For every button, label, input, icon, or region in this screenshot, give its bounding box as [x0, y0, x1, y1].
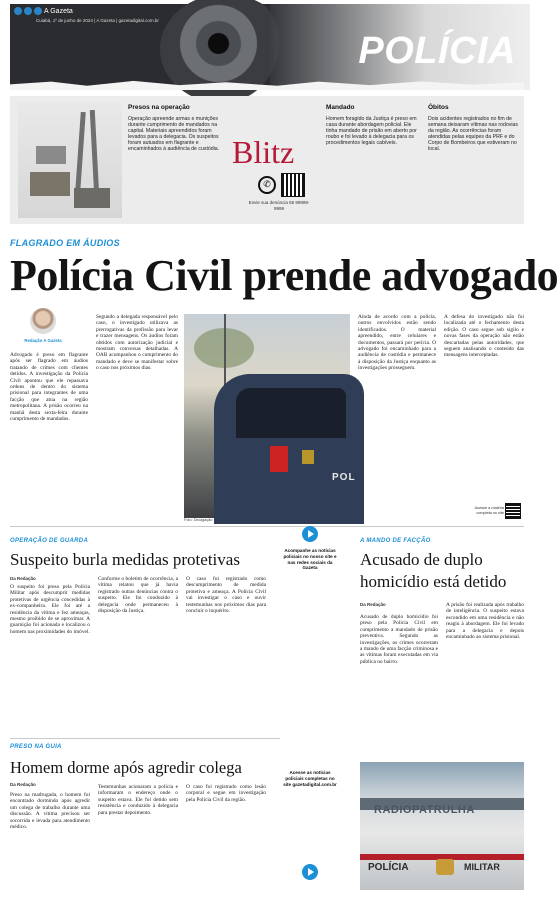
left-story-headline: Suspeito burla medidas protetivas: [10, 550, 240, 569]
logo-dot-icon: [24, 7, 32, 15]
logo-dot-icon: [34, 7, 42, 15]
play-icon[interactable]: [302, 864, 318, 880]
main-col1: Advogado é preso em flagrante após ser flagrado em áudios tratando de crimes com clientes detidos. A investigação da Polícia Civil apontou que ele repassava ordens de dentro do sistema prisional para integrantes de uma facção que atua na região metropolitana. A prisão ocorreu na manhã desta sexta-feira durante cumprimento de mandados.: [10, 352, 88, 423]
blitz-contact: Envie sua denúncia 65 99999-9999: [248, 200, 310, 211]
author-avatar: [30, 308, 56, 334]
blitz-logo: Blitz: [232, 134, 295, 170]
bottom-story-col3: O caso foi registrado como lesão corporal e segue em investigação pela Polícia Civil da região.: [186, 784, 266, 803]
section-title: POLÍCIA: [358, 30, 516, 72]
blitz-strip: [10, 96, 524, 224]
bottom-story-col2: Testemunhas acionaram a polícia e informaram o endereço onde o suspeito estava. Ele foi detido sem resistência e conduzido à delegacia para prestar depoimento.: [98, 784, 178, 816]
right-story-headline-1: Acusado de duplo: [360, 550, 483, 569]
left-story-kicker: OPERAÇÃO DE GUARDA: [10, 538, 89, 544]
brand-name: A Gazeta: [44, 7, 73, 15]
divider: [10, 738, 280, 739]
author-name: Redação A Gazeta: [24, 338, 62, 343]
left-story-byline: Da Redação: [10, 576, 36, 581]
blitz-col1-head: Presos na operação: [128, 104, 190, 111]
bottom-story-col1: Preso na madrugada, o homem foi encontrado dormindo após agredir um colega de trabalho durante uma discussão. A vítima precisou ser socorrida e levada para atendimento médico.: [10, 792, 90, 831]
right-story-headline-2: homicídio está detido: [360, 572, 507, 591]
right-story-kicker: A MANDO DE FACÇÃO: [360, 538, 431, 544]
main-col4: A defesa do investigado não foi localizada até o fechamento desta edição. O caso segue sob sigilo e novas fases da operação não estão descartadas pelas autoridades, que seguem analisando o conteúdo das mensagens interceptadas.: [444, 314, 524, 359]
photo-credit: Foto: Divulgação: [184, 518, 213, 522]
blitz-col1-text: Operação apreende armas e munições durante cumprimento de mandados na capital. Materiais apreendidos foram levados para a delegacia. Os suspeitos foram autuados em flagrante e encaminhados à audiência de custódia.: [128, 116, 220, 153]
crest-icon: [436, 859, 454, 875]
left-story-col2: Conforme o boletim de ocorrência, a vítima relatou que já havia registrado outras denúncias contra o suspeito. Ele foi conduzido à delegacia onde permaneceu à disposição da Justiça.: [98, 576, 178, 615]
mid-sidebar: Acompanhe as notícias policiais no nosso site e nas redes sociais da Gazeta: [283, 548, 337, 571]
police-car-door-photo: [360, 762, 524, 890]
right-story-col2: A prisão foi realizada após trabalho de inteligência. O suspeito estava escondido em uma residência e não reagiu à abordagem. Ele foi levado para a delegacia e depois encaminhado ao sistema prisional.: [446, 602, 524, 641]
main-kicker: FLAGRADO EM ÁUDIOS: [10, 238, 120, 248]
car-text: POL: [332, 472, 356, 483]
militar-text: MILITAR: [464, 862, 500, 872]
play-icon[interactable]: [302, 526, 318, 542]
left-story-col3: O caso foi registrado como descumprimento de medida protetiva e ameaça. A Polícia Civil vai investigar o caso e ouvir testemunhas nos próximos dias para concluir o inquérito.: [186, 576, 266, 615]
qr-label: Acesse a matéria completa no site: [474, 506, 504, 515]
main-headline: Polícia Civil prende advogado: [10, 251, 558, 300]
blitz-col3-head: Óbitos: [428, 104, 449, 111]
bottom-story-kicker: PRESO NA GUIA: [10, 744, 62, 750]
blitz-col3-text: Dois acidentes registrados no fim de semana deixaram vítimas nas rodovias da região. As ocorrências foram atendidas pelas equipes da PRF e do Corpo de Bombeiros que estiveram no local.: [428, 116, 518, 153]
date-line: Cuiabá, 1º de junho de 2024 | A Gazeta | gazetadigital.com.br: [36, 18, 159, 23]
page-number: 5A: [502, 8, 509, 14]
seized-items-photo: [18, 102, 122, 218]
brand-logo: [14, 7, 73, 15]
section-header: [10, 4, 524, 90]
left-story-col1: O suspeito foi preso pela Polícia Militar após descumprir medidas protetivas de urgência concedidas à ex-companheira. Ele foi até a residência da vítima e fez ameaças, mesmo proibido de se aproximar. A guarnição foi acionada e localizou o homem nas proximidades do imóvel.: [10, 584, 90, 635]
logo-dot-icon: [14, 7, 22, 15]
right-story-byline: Da Redação: [360, 602, 386, 607]
bottom-story-byline: Da Redação: [10, 782, 36, 787]
main-col2: Segundo a delegada responsável pelo caso, o investigado utilizava as prerrogativas da profissão para levar e trazer mensagens. Os áudios foram obtidos com autorização judicial e mostram conversas detalhadas. A OAB acompanhou o cumprimento do mandado e deve se manifestar sobre o caso nos próximos dias.: [96, 314, 178, 372]
police-car-photo: [184, 314, 356, 518]
divider: [10, 526, 524, 527]
bottom-story-headline: Homem dorme após agredir colega: [10, 758, 242, 777]
right-story-col1: Acusado de duplo homicídio foi preso pela Polícia Civil em cumprimento a mandado de prisão preventiva. Segundo as investigações, os crimes ocorreram a mando de uma facção criminosa e as vítimas foram executadas em via pública no bairro.: [360, 614, 438, 665]
main-col3: Ainda de acordo com a polícia, outros envolvidos estão sendo identificados. O material apreendido, entre celulares e documentos, passará por perícia. O advogado foi encaminhado para a audiência de custódia e permanece à disposição da Justiça enquanto as investigações prosseguem.: [358, 314, 436, 372]
bottom-sidebar: Acesse as notícias policiais completas no site gazetadigital.com.br: [283, 770, 337, 787]
whatsapp-icon: ✆: [258, 176, 276, 194]
policia-text: POLÍCIA: [368, 862, 409, 873]
blitz-col2-text: Homem foragido da Justiça é preso em casa durante abordagem policial. Ele tinha mandado de prisão em aberto por roubo e foi levado à delegacia para os procedimentos legais cabíveis.: [326, 116, 417, 147]
qr-code-icon: [506, 504, 520, 518]
qr-code-icon: [282, 174, 304, 196]
radio-patrol-text: RADIOPATRULHA: [374, 804, 475, 816]
blitz-col2-head: Mandado: [326, 104, 355, 111]
